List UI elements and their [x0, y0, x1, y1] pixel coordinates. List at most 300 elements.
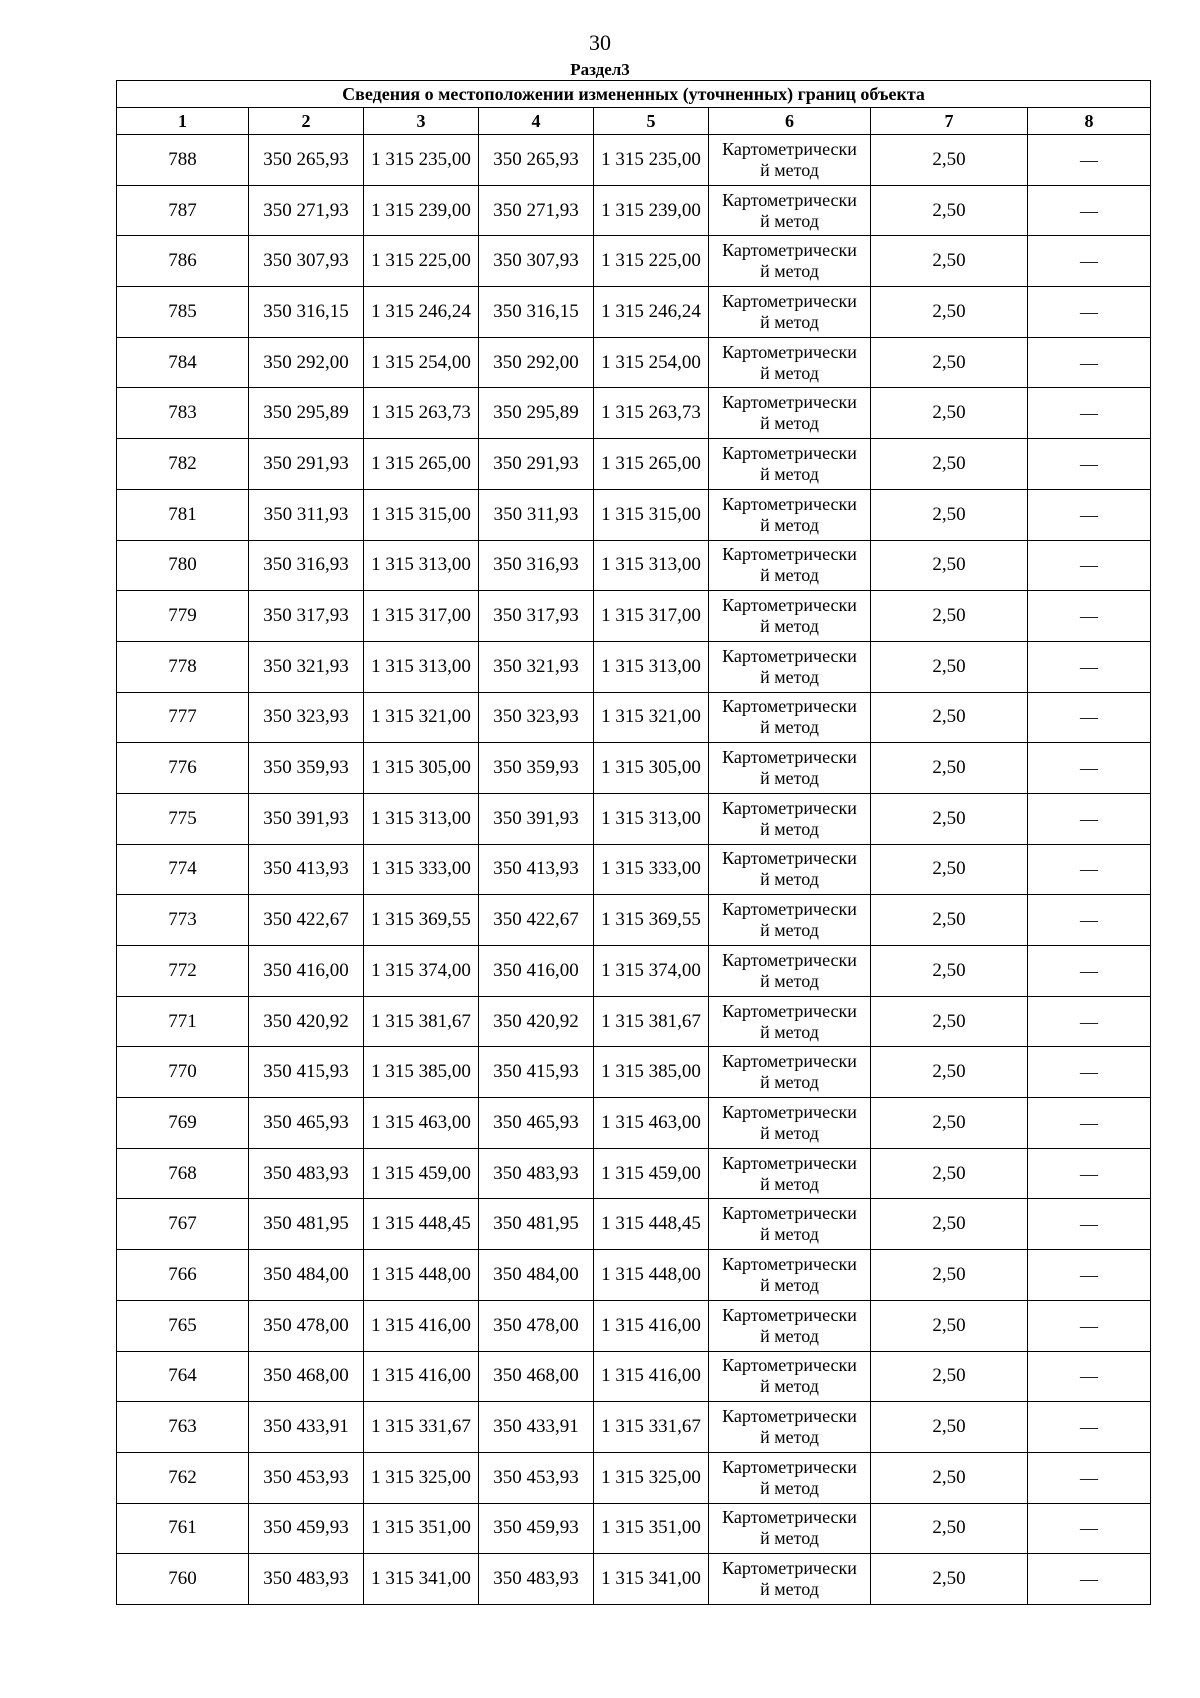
point-number-cell: 770 [117, 1047, 249, 1098]
y-coordinate-refined-cell: 1 315 341,00 [594, 1554, 709, 1605]
description-cell: — [1028, 1047, 1151, 1098]
point-number-cell: 763 [117, 1402, 249, 1453]
accuracy-cell: 2,50 [871, 1300, 1028, 1351]
y-coordinate-refined-cell: 1 315 321,00 [594, 692, 709, 743]
x-coordinate-refined-cell: 350 483,93 [479, 1148, 594, 1199]
point-number-cell: 766 [117, 1250, 249, 1301]
x-coordinate-refined-cell: 350 420,92 [479, 996, 594, 1047]
point-number-cell: 777 [117, 692, 249, 743]
point-number-cell: 787 [117, 185, 249, 236]
method-cell [709, 996, 871, 1047]
accuracy-cell: 2,50 [871, 185, 1028, 236]
y-coordinate-refined-cell: 1 315 263,73 [594, 388, 709, 439]
method-cell [709, 844, 871, 895]
method-cell [709, 1250, 871, 1301]
x-coordinate-refined-cell: 350 483,93 [479, 1554, 594, 1605]
x-coordinate-refined-cell: 350 316,93 [479, 540, 594, 591]
table-row [117, 895, 1151, 946]
method-cell [709, 1148, 871, 1199]
point-number-cell: 771 [117, 996, 249, 1047]
method-line-1: Картометрически [722, 1558, 857, 1579]
method-line-1: Картометрически [722, 848, 857, 869]
method-cell [709, 439, 871, 490]
table-row [117, 1402, 1151, 1453]
x-coordinate-refined-cell: 350 292,00 [479, 337, 594, 388]
x-coordinate-refined-cell: 350 413,93 [479, 844, 594, 895]
method-line-1: Картометрически [722, 1000, 857, 1021]
table-row [117, 388, 1151, 439]
description-cell: — [1028, 1351, 1151, 1402]
method-cell [709, 1351, 871, 1402]
description-cell: — [1028, 337, 1151, 388]
accuracy-cell: 2,50 [871, 996, 1028, 1047]
column-header-row [117, 108, 1151, 135]
y-coordinate-existing-cell: 1 315 333,00 [364, 844, 479, 895]
x-coordinate-refined-cell: 350 359,93 [479, 743, 594, 794]
method-line-2: й метод [760, 514, 819, 535]
table-row [117, 1351, 1151, 1402]
method-line-1: Картометрически [722, 442, 857, 463]
y-coordinate-existing-cell: 1 315 315,00 [364, 489, 479, 540]
description-cell: — [1028, 692, 1151, 743]
y-coordinate-existing-cell: 1 315 246,24 [364, 287, 479, 338]
point-number-cell: 782 [117, 439, 249, 490]
method-line-2: й метод [760, 1427, 819, 1448]
description-cell: — [1028, 996, 1151, 1047]
method-line-2: й метод [760, 1173, 819, 1194]
section-label: Раздел3 [570, 60, 630, 79]
y-coordinate-existing-cell: 1 315 369,55 [364, 895, 479, 946]
description-cell: — [1028, 946, 1151, 997]
y-coordinate-refined-cell: 1 315 315,00 [594, 489, 709, 540]
point-number-cell: 788 [117, 135, 249, 186]
method-cell [709, 489, 871, 540]
x-coordinate-existing-cell: 350 481,95 [249, 1199, 364, 1250]
method-line-1: Картометрически [722, 341, 857, 362]
table-row [117, 641, 1151, 692]
method-line-2: й метод [760, 413, 819, 434]
x-coordinate-refined-cell: 350 323,93 [479, 692, 594, 743]
y-coordinate-existing-cell: 1 315 416,00 [364, 1300, 479, 1351]
point-number-cell: 764 [117, 1351, 249, 1402]
description-cell: — [1028, 591, 1151, 642]
description-cell: — [1028, 1300, 1151, 1351]
table-row [117, 1250, 1151, 1301]
method-line-2: й метод [760, 717, 819, 738]
description-cell: — [1028, 895, 1151, 946]
description-cell: — [1028, 641, 1151, 692]
x-coordinate-existing-cell: 350 453,93 [249, 1452, 364, 1503]
y-coordinate-existing-cell: 1 315 263,73 [364, 388, 479, 439]
method-line-1: Картометрически [722, 544, 857, 565]
x-coordinate-refined-cell: 350 465,93 [479, 1098, 594, 1149]
table-row [117, 1554, 1151, 1605]
method-line-2: й метод [760, 463, 819, 484]
table-row [117, 236, 1151, 287]
x-coordinate-refined-cell: 350 422,67 [479, 895, 594, 946]
x-coordinate-existing-cell: 350 459,93 [249, 1503, 364, 1554]
y-coordinate-existing-cell: 1 315 463,00 [364, 1098, 479, 1149]
method-line-2: й метод [760, 565, 819, 586]
y-coordinate-refined-cell: 1 315 369,55 [594, 895, 709, 946]
accuracy-cell: 2,50 [871, 540, 1028, 591]
x-coordinate-refined-cell: 350 433,91 [479, 1402, 594, 1453]
accuracy-cell: 2,50 [871, 1402, 1028, 1453]
method-line-2: й метод [760, 1325, 819, 1346]
accuracy-cell: 2,50 [871, 743, 1028, 794]
coordinates-table [116, 80, 1151, 1605]
column-header: 5 [594, 108, 709, 135]
table-row [117, 1098, 1151, 1149]
y-coordinate-existing-cell: 1 315 313,00 [364, 641, 479, 692]
x-coordinate-existing-cell: 350 311,93 [249, 489, 364, 540]
method-line-2: й метод [760, 616, 819, 637]
y-coordinate-refined-cell: 1 315 459,00 [594, 1148, 709, 1199]
x-coordinate-existing-cell: 350 271,93 [249, 185, 364, 236]
method-cell [709, 135, 871, 186]
table-row [117, 439, 1151, 490]
y-coordinate-refined-cell: 1 315 305,00 [594, 743, 709, 794]
point-number-cell: 778 [117, 641, 249, 692]
method-line-2: й метод [760, 1579, 819, 1600]
point-number-cell: 781 [117, 489, 249, 540]
accuracy-cell: 2,50 [871, 489, 1028, 540]
point-number-cell: 768 [117, 1148, 249, 1199]
description-cell: — [1028, 1148, 1151, 1199]
point-number-cell: 773 [117, 895, 249, 946]
y-coordinate-refined-cell: 1 315 246,24 [594, 287, 709, 338]
x-coordinate-refined-cell: 350 468,00 [479, 1351, 594, 1402]
x-coordinate-refined-cell: 350 484,00 [479, 1250, 594, 1301]
description-cell: — [1028, 844, 1151, 895]
accuracy-cell: 2,50 [871, 641, 1028, 692]
column-header: 1 [117, 108, 249, 135]
method-cell [709, 793, 871, 844]
point-number-cell: 784 [117, 337, 249, 388]
x-coordinate-existing-cell: 350 413,93 [249, 844, 364, 895]
y-coordinate-refined-cell: 1 315 265,00 [594, 439, 709, 490]
y-coordinate-refined-cell: 1 315 333,00 [594, 844, 709, 895]
table-body [117, 135, 1151, 1605]
method-line-1: Картометрически [722, 493, 857, 514]
x-coordinate-refined-cell: 350 481,95 [479, 1199, 594, 1250]
accuracy-cell: 2,50 [871, 895, 1028, 946]
y-coordinate-refined-cell: 1 315 416,00 [594, 1351, 709, 1402]
table-row [117, 135, 1151, 186]
x-coordinate-existing-cell: 350 478,00 [249, 1300, 364, 1351]
table-row [117, 591, 1151, 642]
accuracy-cell: 2,50 [871, 591, 1028, 642]
method-cell [709, 540, 871, 591]
method-line-1: Картометрически [722, 645, 857, 666]
accuracy-cell: 2,50 [871, 287, 1028, 338]
accuracy-cell: 2,50 [871, 692, 1028, 743]
y-coordinate-existing-cell: 1 315 265,00 [364, 439, 479, 490]
y-coordinate-existing-cell: 1 315 374,00 [364, 946, 479, 997]
accuracy-cell: 2,50 [871, 236, 1028, 287]
method-line-1: Картометрически [722, 696, 857, 717]
description-cell: — [1028, 1199, 1151, 1250]
y-coordinate-refined-cell: 1 315 313,00 [594, 641, 709, 692]
method-line-2: й метод [760, 159, 819, 180]
method-line-1: Картометрически [722, 1253, 857, 1274]
x-coordinate-refined-cell: 350 416,00 [479, 946, 594, 997]
column-header: 8 [1028, 108, 1151, 135]
description-cell: — [1028, 489, 1151, 540]
method-line-1: Картометрически [722, 189, 857, 210]
x-coordinate-refined-cell: 350 311,93 [479, 489, 594, 540]
y-coordinate-existing-cell: 1 315 448,45 [364, 1199, 479, 1250]
x-coordinate-existing-cell: 350 433,91 [249, 1402, 364, 1453]
method-line-2: й метод [760, 1376, 819, 1397]
y-coordinate-refined-cell: 1 315 325,00 [594, 1452, 709, 1503]
y-coordinate-refined-cell: 1 315 239,00 [594, 185, 709, 236]
table-row [117, 692, 1151, 743]
method-line-2: й метод [760, 1122, 819, 1143]
description-cell: — [1028, 185, 1151, 236]
method-cell [709, 591, 871, 642]
point-number-cell: 765 [117, 1300, 249, 1351]
method-line-1: Картометрически [722, 797, 857, 818]
method-cell [709, 692, 871, 743]
y-coordinate-refined-cell: 1 315 313,00 [594, 540, 709, 591]
point-number-cell: 774 [117, 844, 249, 895]
method-line-1: Картометрически [722, 949, 857, 970]
method-line-2: й метод [760, 1477, 819, 1498]
x-coordinate-refined-cell: 350 391,93 [479, 793, 594, 844]
x-coordinate-existing-cell: 350 420,92 [249, 996, 364, 1047]
y-coordinate-existing-cell: 1 315 235,00 [364, 135, 479, 186]
y-coordinate-refined-cell: 1 315 331,67 [594, 1402, 709, 1453]
x-coordinate-refined-cell: 350 295,89 [479, 388, 594, 439]
x-coordinate-refined-cell: 350 317,93 [479, 591, 594, 642]
x-coordinate-refined-cell: 350 316,15 [479, 287, 594, 338]
y-coordinate-existing-cell: 1 315 341,00 [364, 1554, 479, 1605]
method-line-1: Картометрически [722, 290, 857, 311]
method-cell [709, 236, 871, 287]
method-line-2: й метод [760, 1528, 819, 1549]
table-row [117, 946, 1151, 997]
y-coordinate-existing-cell: 1 315 321,00 [364, 692, 479, 743]
point-number-cell: 772 [117, 946, 249, 997]
x-coordinate-existing-cell: 350 484,00 [249, 1250, 364, 1301]
x-coordinate-existing-cell: 350 415,93 [249, 1047, 364, 1098]
description-cell: — [1028, 793, 1151, 844]
accuracy-cell: 2,50 [871, 1098, 1028, 1149]
point-number-cell: 769 [117, 1098, 249, 1149]
table-row [117, 793, 1151, 844]
method-line-2: й метод [760, 1224, 819, 1245]
column-header: 2 [249, 108, 364, 135]
x-coordinate-existing-cell: 350 416,00 [249, 946, 364, 997]
method-cell [709, 1098, 871, 1149]
y-coordinate-refined-cell: 1 315 235,00 [594, 135, 709, 186]
y-coordinate-refined-cell: 1 315 317,00 [594, 591, 709, 642]
description-cell: — [1028, 1503, 1151, 1554]
description-cell: — [1028, 1098, 1151, 1149]
method-line-1: Картометрически [722, 899, 857, 920]
method-cell [709, 1402, 871, 1453]
accuracy-cell: 2,50 [871, 1148, 1028, 1199]
description-cell: — [1028, 135, 1151, 186]
x-coordinate-existing-cell: 350 483,93 [249, 1148, 364, 1199]
point-number-cell: 786 [117, 236, 249, 287]
table-row [117, 1503, 1151, 1554]
y-coordinate-existing-cell: 1 315 239,00 [364, 185, 479, 236]
y-coordinate-existing-cell: 1 315 313,00 [364, 793, 479, 844]
point-number-cell: 767 [117, 1199, 249, 1250]
description-cell: — [1028, 388, 1151, 439]
table-row [117, 337, 1151, 388]
x-coordinate-existing-cell: 350 391,93 [249, 793, 364, 844]
method-line-2: й метод [760, 666, 819, 687]
accuracy-cell: 2,50 [871, 946, 1028, 997]
accuracy-cell: 2,50 [871, 1351, 1028, 1402]
method-cell [709, 1300, 871, 1351]
table-row [117, 996, 1151, 1047]
method-line-1: Картометрически [722, 595, 857, 616]
method-line-1: Картометрически [722, 1456, 857, 1477]
method-cell [709, 1199, 871, 1250]
y-coordinate-refined-cell: 1 315 381,67 [594, 996, 709, 1047]
method-line-2: й метод [760, 210, 819, 231]
method-cell [709, 1503, 871, 1554]
y-coordinate-existing-cell: 1 315 254,00 [364, 337, 479, 388]
x-coordinate-refined-cell: 350 265,93 [479, 135, 594, 186]
description-cell: — [1028, 287, 1151, 338]
description-cell: — [1028, 1402, 1151, 1453]
method-line-2: й метод [760, 869, 819, 890]
method-line-1: Картометрически [722, 1507, 857, 1528]
method-line-2: й метод [760, 1021, 819, 1042]
table-title: Сведения о местоположении измененных (уточненных) границ объекта [117, 81, 1151, 108]
x-coordinate-existing-cell: 350 465,93 [249, 1098, 364, 1149]
description-cell: — [1028, 743, 1151, 794]
table-row [117, 1148, 1151, 1199]
point-number-cell: 775 [117, 793, 249, 844]
y-coordinate-existing-cell: 1 315 385,00 [364, 1047, 479, 1098]
table-row [117, 1452, 1151, 1503]
y-coordinate-refined-cell: 1 315 313,00 [594, 793, 709, 844]
table-title-row [117, 81, 1151, 108]
description-cell: — [1028, 1250, 1151, 1301]
method-cell [709, 1452, 871, 1503]
method-cell [709, 1554, 871, 1605]
y-coordinate-existing-cell: 1 315 325,00 [364, 1452, 479, 1503]
method-cell [709, 337, 871, 388]
column-header: 7 [871, 108, 1028, 135]
table-row [117, 1047, 1151, 1098]
x-coordinate-refined-cell: 350 459,93 [479, 1503, 594, 1554]
column-header: 6 [709, 108, 871, 135]
point-number-cell: 779 [117, 591, 249, 642]
description-cell: — [1028, 439, 1151, 490]
method-line-1: Картометрически [722, 1051, 857, 1072]
point-number-cell: 783 [117, 388, 249, 439]
table-row [117, 489, 1151, 540]
method-line-1: Картометрически [722, 747, 857, 768]
y-coordinate-existing-cell: 1 315 331,67 [364, 1402, 479, 1453]
accuracy-cell: 2,50 [871, 1047, 1028, 1098]
accuracy-cell: 2,50 [871, 337, 1028, 388]
method-cell [709, 641, 871, 692]
x-coordinate-refined-cell: 350 478,00 [479, 1300, 594, 1351]
x-coordinate-existing-cell: 350 422,67 [249, 895, 364, 946]
x-coordinate-existing-cell: 350 292,00 [249, 337, 364, 388]
table-row [117, 287, 1151, 338]
x-coordinate-existing-cell: 350 321,93 [249, 641, 364, 692]
point-number-cell: 785 [117, 287, 249, 338]
table-row [117, 1199, 1151, 1250]
page-number: 30 [589, 30, 611, 55]
description-cell: — [1028, 236, 1151, 287]
x-coordinate-existing-cell: 350 295,89 [249, 388, 364, 439]
method-cell [709, 946, 871, 997]
y-coordinate-refined-cell: 1 315 385,00 [594, 1047, 709, 1098]
point-number-cell: 776 [117, 743, 249, 794]
x-coordinate-existing-cell: 350 265,93 [249, 135, 364, 186]
y-coordinate-existing-cell: 1 315 351,00 [364, 1503, 479, 1554]
x-coordinate-refined-cell: 350 307,93 [479, 236, 594, 287]
y-coordinate-refined-cell: 1 315 448,45 [594, 1199, 709, 1250]
x-coordinate-existing-cell: 350 359,93 [249, 743, 364, 794]
method-cell [709, 388, 871, 439]
accuracy-cell: 2,50 [871, 793, 1028, 844]
method-cell [709, 1047, 871, 1098]
method-cell [709, 895, 871, 946]
accuracy-cell: 2,50 [871, 1250, 1028, 1301]
x-coordinate-existing-cell: 350 316,15 [249, 287, 364, 338]
y-coordinate-existing-cell: 1 315 317,00 [364, 591, 479, 642]
description-cell: — [1028, 1554, 1151, 1605]
method-line-2: й метод [760, 311, 819, 332]
accuracy-cell: 2,50 [871, 844, 1028, 895]
point-number-cell: 761 [117, 1503, 249, 1554]
y-coordinate-refined-cell: 1 315 416,00 [594, 1300, 709, 1351]
table-row [117, 185, 1151, 236]
table-row [117, 743, 1151, 794]
method-line-2: й метод [760, 1274, 819, 1295]
column-header: 3 [364, 108, 479, 135]
method-line-2: й метод [760, 261, 819, 282]
method-line-2: й метод [760, 920, 819, 941]
point-number-cell: 762 [117, 1452, 249, 1503]
point-number-cell: 760 [117, 1554, 249, 1605]
x-coordinate-existing-cell: 350 483,93 [249, 1554, 364, 1605]
y-coordinate-refined-cell: 1 315 351,00 [594, 1503, 709, 1554]
accuracy-cell: 2,50 [871, 388, 1028, 439]
y-coordinate-existing-cell: 1 315 381,67 [364, 996, 479, 1047]
x-coordinate-refined-cell: 350 415,93 [479, 1047, 594, 1098]
method-line-2: й метод [760, 362, 819, 383]
x-coordinate-existing-cell: 350 323,93 [249, 692, 364, 743]
x-coordinate-existing-cell: 350 316,93 [249, 540, 364, 591]
method-line-2: й метод [760, 1072, 819, 1093]
method-line-1: Картометрически [722, 1304, 857, 1325]
y-coordinate-existing-cell: 1 315 416,00 [364, 1351, 479, 1402]
method-cell [709, 185, 871, 236]
method-line-1: Картометрически [722, 392, 857, 413]
x-coordinate-existing-cell: 350 468,00 [249, 1351, 364, 1402]
point-number-cell: 780 [117, 540, 249, 591]
x-coordinate-refined-cell: 350 453,93 [479, 1452, 594, 1503]
method-line-1: Картометрически [722, 1355, 857, 1376]
accuracy-cell: 2,50 [871, 135, 1028, 186]
method-line-1: Картометрически [722, 240, 857, 261]
accuracy-cell: 2,50 [871, 1503, 1028, 1554]
method-line-2: й метод [760, 768, 819, 789]
method-line-1: Картометрически [722, 1406, 857, 1427]
